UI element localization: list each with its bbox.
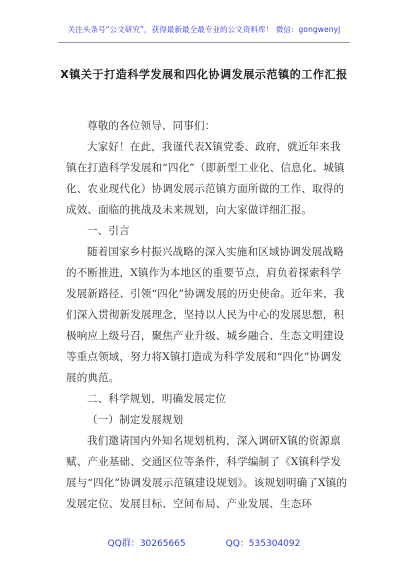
footer-contact	[0, 536, 408, 549]
header-promo-note: 关注头条号“公文研究”，获得最新最全最专业的公文资料库！ 微信：gongwenyj	[67, 25, 341, 34]
section-1-paragraph: 随着国家乡村振兴战略的深入实施和区域协调发展战略的不断推进，X镇作为本地区的重要节点，肩负着探索科学发展新路径、引领“四化”协调发展的历史使命。近年来，我们深入贯彻新发展理念，坚持以人民为中心的发展思想，积极响应上级号召，聚焦产业升级、城乡融合、生态文明建设等重点领域，努力将X镇打造成为科学发展和“四化”协调发展的典范。	[66, 246, 345, 384]
subsection-2-1-paragraph: 我们邀请国内外知名规划机构，深入调研X镇的资源禀赋、产业基础、交通区位等条件，科学编制了《X镇科学发展与“四化”协调发展示范镇建设规划》。该规划明确了X镇的发展定位、发展目标、空间布局、产业发展、生态环	[66, 435, 348, 510]
document-body	[66, 116, 348, 515]
footer-qq: QQ：535304092	[225, 539, 301, 549]
subsection-heading-2-1: （一）制定发展规划	[87, 414, 184, 426]
header-divider	[58, 42, 350, 43]
section-heading-2: 二、科学规划，明确发展定位	[87, 393, 227, 405]
salutation: 尊敬的各位领导、同事们：	[87, 120, 216, 132]
footer-qq-group: QQ群：30265665	[107, 539, 186, 549]
intro-paragraph: 大家好！在此，我谨代表X镇党委、政府，就近年来我镇在打造科学发展和“四化”（即新型工业化、信息化、城镇化、农业现代化）协调发展示范镇方面所做的工作、取得的成效、面临的挑战及未来规划，向大家做详细汇报。	[66, 141, 345, 216]
document-title: X镇关于打造科学发展和四化协调发展示范镇的工作汇报	[60, 68, 348, 81]
section-heading-1: 一、引言	[87, 225, 130, 237]
